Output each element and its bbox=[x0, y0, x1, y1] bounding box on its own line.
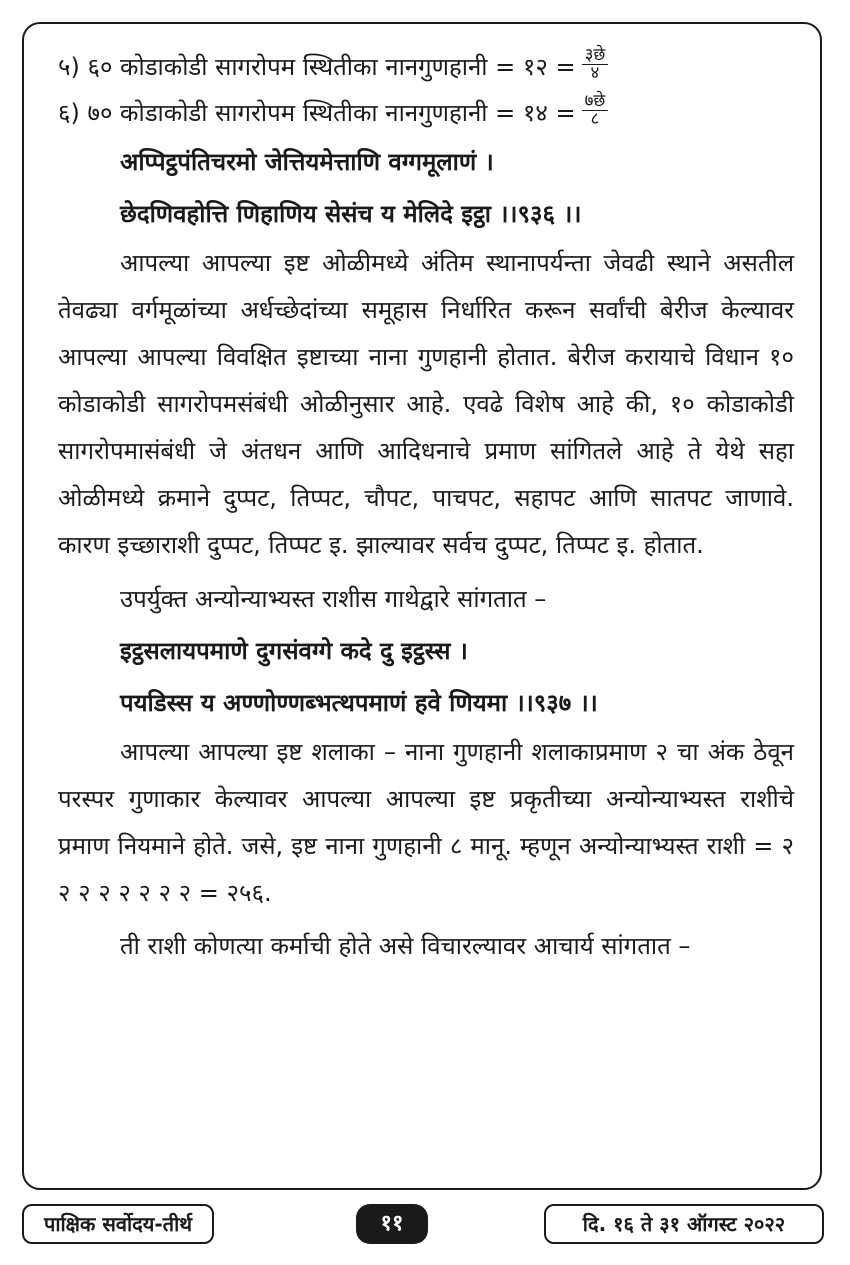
issue-date: दि. १६ ते ३१ ऑगस्ट २०२२ bbox=[544, 1204, 824, 1244]
publication-name: पाक्षिक सर्वोदय-तीर्थ bbox=[22, 1204, 214, 1244]
paragraph-question: ती राशी कोणत्या कर्माची होते असे विचारल्यावर आचार्य सांगतात – bbox=[120, 932, 691, 960]
formula-text: ६) ७० कोडाकोडी सागरोपम स्थितीका नानगुणहानी = १४ = bbox=[58, 99, 576, 127]
verse-936-line-1: अप्पिट्ठपंतिचरमो जेत्तियमेत्ताणि वग्गमूलाणं । bbox=[120, 148, 494, 176]
paragraph-explanation-936: आपल्या आपल्या इष्ट ओळीमध्ये अंतिम स्थानापर्यन्ता जेवढी स्थाने असतील तेवढ्या वर्गमूळांच्या अर्धच्छेदांच्या समूहास निर्धारित करून सर्वांची बेरीज केल्यावर आपल्या आपल्या विवक्षित इष्टाच्या नाना गुणहानी होतात. बेरीज करायाचे विधान १० कोडाकोडी सागरोपमसंबंधी ओळीनुसार आहे. एवढे विशेष आहे की, १० कोडाकोडी सागरोपमासंबंधी जे अंतधन आणि आदिधनाचे प्रमाण सांगितले आहे ते येथे सहा ओळीमध्ये क्रमाने दुप्पट, तिप्पट, चौपट, पाचपट, सहापट आणि सातपट जाणावे. कारण इच्छाराशी दुप्पट, तिप्पट इ. झाल्यावर सर्वच दुप्पट, तिप्पट इ. होतात. bbox=[58, 249, 794, 559]
paragraph-explanation-937: आपल्या आपल्या इष्ट शलाका – नाना गुणहानी शलाकाप्रमाण २ चा अंक ठेवून परस्पर गुणाकार केल्यावर आपल्या आपल्या इष्ट प्रकृतीच्या अन्योन्याभ्यस्त राशीचे प्रमाण नियमाने होते. जसे, इष्ट नाना गुणहानी ८ मानू. म्हणून अन्योन्याभ्यस्त राशी = २ २ २ २ २ २ २ २ = २५६. bbox=[58, 738, 794, 907]
page-number: ११ bbox=[356, 1204, 428, 1244]
verse-936-line-2: छेदणिवहोत्ति णिहाणिय सेसंच य मेलिदे इट्ठा ।।९३६ ।। bbox=[120, 200, 582, 228]
fraction-numerator: ७छे bbox=[582, 93, 609, 111]
fraction-numerator: ३छे bbox=[582, 47, 609, 65]
fraction-denominator: ४ bbox=[590, 62, 600, 83]
page-content bbox=[58, 44, 794, 970]
formula-line-5 bbox=[58, 44, 794, 90]
intro-verse-937: उपर्युक्त अन्योन्याभ्यस्त राशीस गाथेद्वारे सांगतात – bbox=[120, 585, 547, 613]
fraction bbox=[582, 90, 609, 129]
fraction bbox=[582, 44, 609, 83]
page-footer bbox=[0, 1204, 850, 1244]
verse-937-line-1: इट्ठसलायपमाणे दुगसंवग्गे कदे दु इट्ठस्स । bbox=[120, 637, 468, 665]
formula-text: ५) ६० कोडाकोडी सागरोपम स्थितीका नानगुणहानी = १२ = bbox=[58, 53, 576, 81]
formula-line-6 bbox=[58, 90, 794, 136]
fraction-denominator: ८ bbox=[590, 108, 600, 129]
verse-937-line-2: पयडिस्स य अण्णोण्णब्भत्थपमाणं हवे णियमा ।।९३७ ।। bbox=[120, 689, 598, 717]
